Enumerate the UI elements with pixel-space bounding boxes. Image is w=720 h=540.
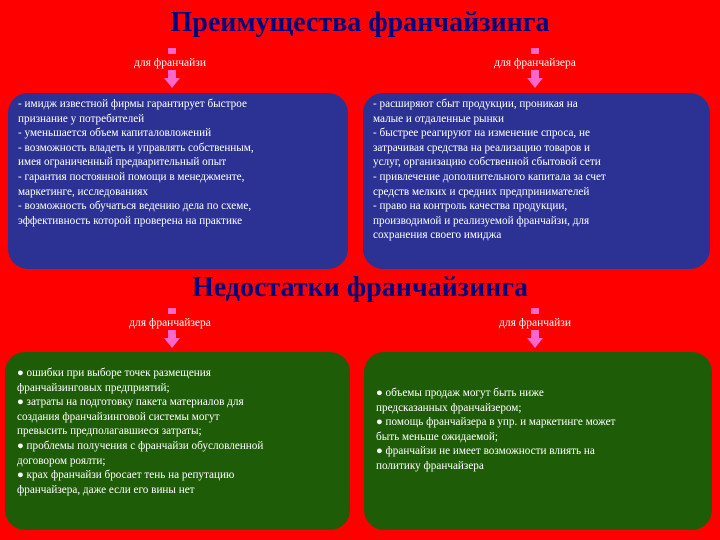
disadvantages-left-subtitle: для франчайзера	[129, 317, 211, 329]
advantages-right-subtitle: для франчайзера	[494, 57, 576, 69]
disadvantage-item: франчайзинговых предприятий;	[17, 381, 170, 394]
disadvantage-item: быть меньше ожидаемой;	[376, 430, 498, 443]
advantage-item: - расширяют сбыт продукции, проникая на	[373, 98, 578, 110]
advantages-franchisor-box	[363, 93, 710, 269]
disadvantage-item: ● крах франчайзи бросает тень на репутацию	[17, 469, 235, 482]
disadvantage-item: ● проблемы получения с франчайзи обусловленной	[17, 439, 264, 452]
disadvantage-item: ● затраты на подготовку пакета материалов для	[17, 396, 244, 409]
advantage-item: - уменьшается объем капиталовложений	[18, 127, 212, 140]
advantage-item: малые и отдаленные рынки	[373, 112, 504, 125]
advantage-item: - возможность обучаться ведению дела по схеме,	[18, 200, 252, 213]
disadvantage-item: ● франчайзи не имеет возможности влиять на	[376, 445, 595, 458]
disadvantage-item: ● помощь франчайзера в упр. и маркетинге может	[376, 416, 616, 429]
arrow-down-icon	[527, 48, 543, 88]
advantage-item: затрачивая средства на реализацию товаров и	[373, 141, 590, 154]
advantage-item: сохранения своего имиджа	[373, 229, 502, 242]
disadvantage-item: политику франчайзера	[376, 459, 484, 472]
advantage-item: - право на контроль качества продукции,	[373, 200, 568, 213]
disadvantages-franchisor-box	[5, 352, 350, 530]
advantage-item: имея ограниченный предварительный опыт	[18, 156, 227, 169]
advantage-item: услуг, организацию собственной сбытовой сети	[373, 156, 601, 169]
arrow-down-icon	[164, 48, 180, 88]
disadvantage-item: предсказанных франчайзером;	[376, 401, 522, 414]
advantage-item: средств мелких и средних предпринимателей	[373, 185, 590, 198]
arrow-down-icon	[527, 308, 543, 348]
advantage-item: признание у потребителей	[18, 112, 145, 125]
advantage-item: эффективность которой проверена на практике	[18, 214, 243, 227]
advantages-title: Преимущества франчайзинга	[170, 7, 550, 38]
disadvantage-item: ● объемы продаж могут быть ниже	[376, 387, 544, 399]
arrow-down-icon	[164, 308, 180, 348]
advantage-item: маркетинге, исследованиях	[18, 185, 148, 198]
disadvantage-item: превысить предполагавшиеся затраты;	[17, 425, 202, 438]
advantage-item: - быстрее реагируют на изменение спроса, не	[373, 127, 590, 140]
disadvantages-right-subtitle: для франчайзи	[499, 317, 571, 329]
disadvantages-franchisee-box	[364, 352, 712, 530]
advantages-left-subtitle: для франчайзи	[134, 57, 206, 69]
disadvantage-item: ● ошибки при выборе точек размещения	[17, 367, 211, 379]
advantages-franchisee-box	[8, 93, 348, 269]
advantage-item: производимой и реализуемой франчайзи, для	[373, 214, 590, 227]
advantage-item: - привлечение дополнительного капитала за счет	[373, 170, 606, 183]
disadvantage-item: создания франчайзинговой системы могут	[17, 410, 220, 423]
advantage-item: - возможность владеть и управлять собственным,	[18, 141, 254, 154]
disadvantage-item: франчайзера, даже если его вины нет	[17, 483, 195, 496]
disadvantage-item: договором роялти;	[17, 454, 106, 467]
advantage-item: - имидж известной фирмы гарантирует быстрое	[18, 98, 247, 110]
disadvantages-title: Недостатки франчайзинга	[191, 272, 529, 303]
advantage-item: - гарантия постоянной помощи в менеджменте,	[18, 170, 245, 183]
